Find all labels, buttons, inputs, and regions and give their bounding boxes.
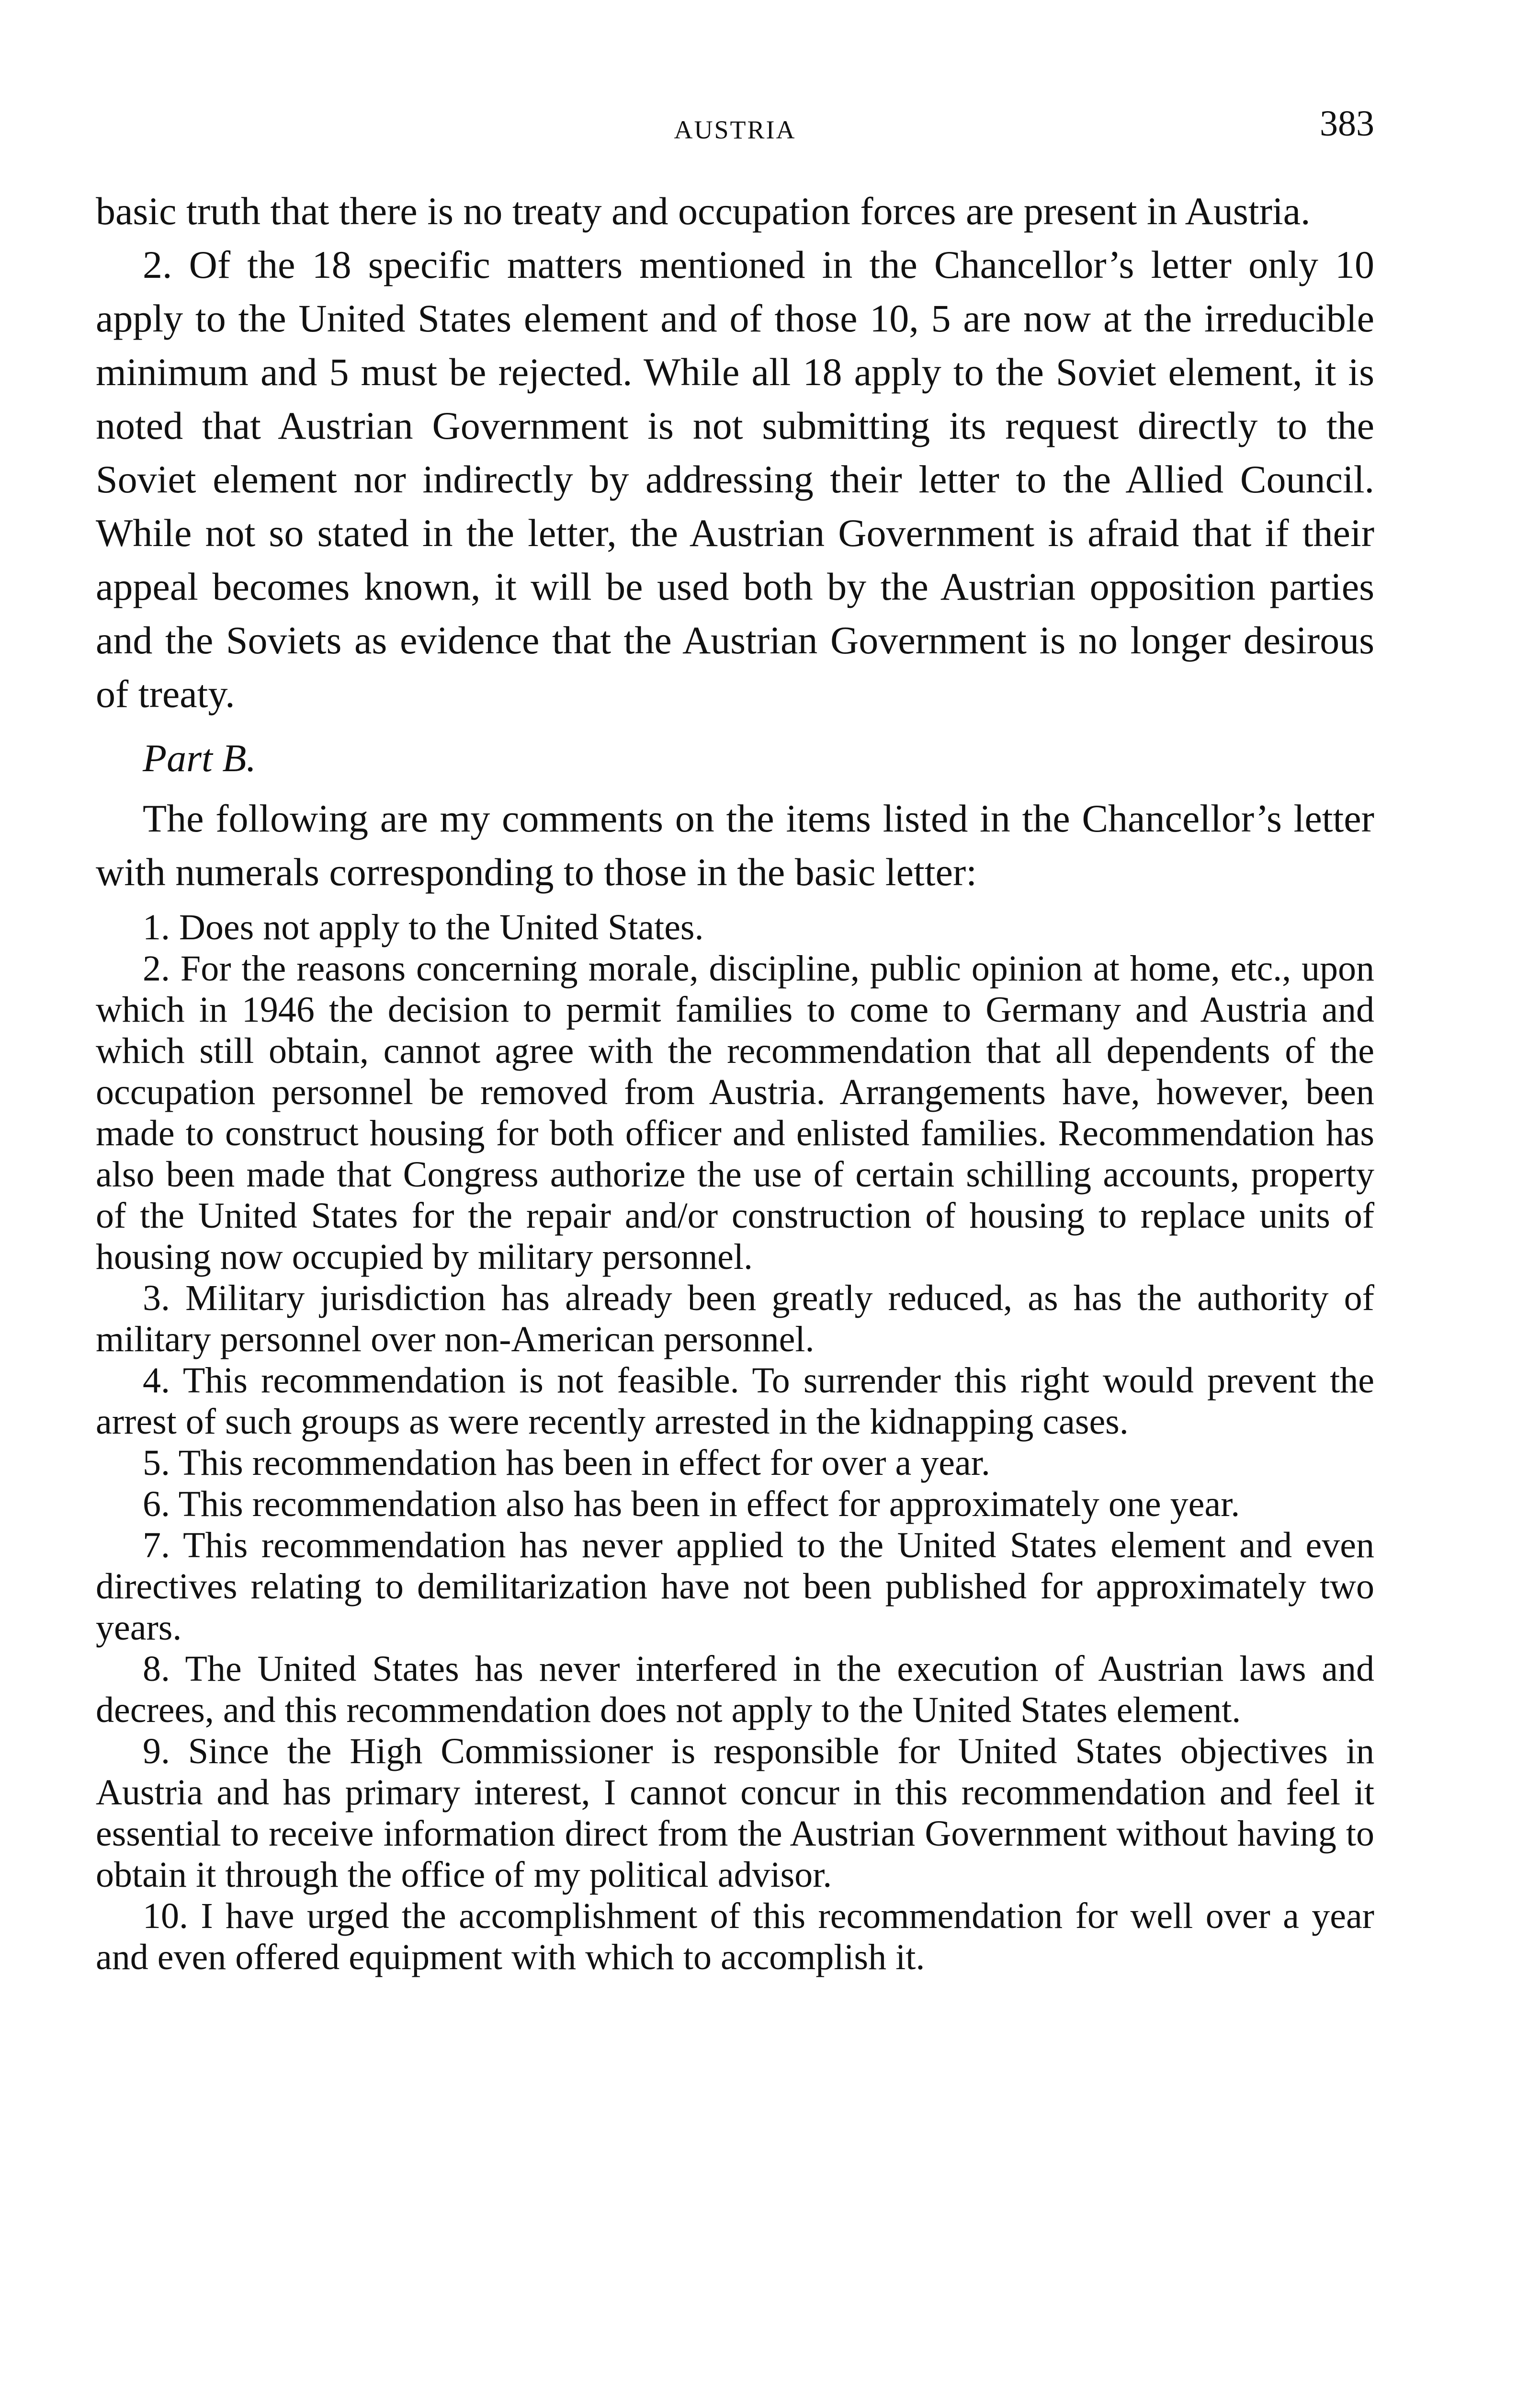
- list-item-8: 8. The United States has never interfered in the execution of Austrian laws and decrees, and this recommendation does not apply to the United States element.: [96, 1649, 1374, 1730]
- paragraph-2: 2. Of the 18 specific matters mentioned in the Chancellor’s letter only 10 apply to the United States element and of those 10, 5 are now at the irreducible minimum and 5 must be rejected. While all 18 apply to the Soviet element, it is noted that Austrian Government is not submitting its request directly to the Soviet element nor indirectly by addressing their letter to the Allied Council. While not so stated in the letter, the Austrian Government is afraid that if their appeal becomes known, it will be used both by the Austrian opposition parties and the Soviets as evidence that the Austrian Government is no longer desirous of treaty.: [96, 243, 1374, 716]
- comment-list: [96, 907, 1374, 1978]
- list-item-10: 10. I have urged the accomplishment of this recommendation for well over a year and even offered equipment with which to accomplish it.: [96, 1896, 1374, 1977]
- intro-paragraph: The following are my comments on the items listed in the Chancellor’s letter with numerals corresponding to those in the basic letter:: [96, 797, 1374, 894]
- list-item-6: 6. This recommendation also has been in effect for approximately one year.: [143, 1484, 1240, 1524]
- list-item-1: 1. Does not apply to the United States.: [143, 907, 704, 947]
- list-item-7: 7. This recommendation has never applied to the United States element and even directives relating to demilitarization have not been published for approximately two years.: [96, 1525, 1374, 1648]
- running-title: AUSTRIA: [674, 115, 796, 144]
- list-item-3: 3. Military jurisdiction has already been greatly reduced, as has the authority of military personnel over non-American personnel.: [96, 1278, 1374, 1359]
- page-header: [96, 103, 1374, 156]
- page-number: 383: [1320, 103, 1374, 144]
- page-body: [96, 184, 1374, 1978]
- list-item-5: 5. This recommendation has been in effect for over a year.: [143, 1443, 990, 1483]
- list-item-9: 9. Since the High Commissioner is responsible for United States objectives in Austria and has primary interest, I cannot concur in this recommendation and feel it essential to receive information direct from the Austrian Government without having to obtain it through the office of my political advisor.: [96, 1731, 1374, 1895]
- list-item-4: 4. This recommendation is not feasible. To surrender this right would prevent the arrest of such groups as were recently arrested in the kidnapping cases.: [96, 1360, 1374, 1442]
- list-item-2: 2. For the reasons concerning morale, discipline, public opinion at home, etc., upon which in 1946 the decision to permit families to come to Germany and Austria and which still obtain, cannot agree with the recommendation that all dependents of the occupation personnel be removed from Austria. Arrangements have, however, been made to construct housing for both officer and enlisted families. Recommendation has also been made that Congress authorize the use of certain schilling accounts, property of the United States for the repair and/or construction of housing to replace units of housing now occupied by military personnel.: [96, 948, 1374, 1277]
- paragraph-continued: basic truth that there is no treaty and occupation forces are present in Austria.: [96, 189, 1311, 233]
- part-heading: Part B.: [143, 736, 256, 780]
